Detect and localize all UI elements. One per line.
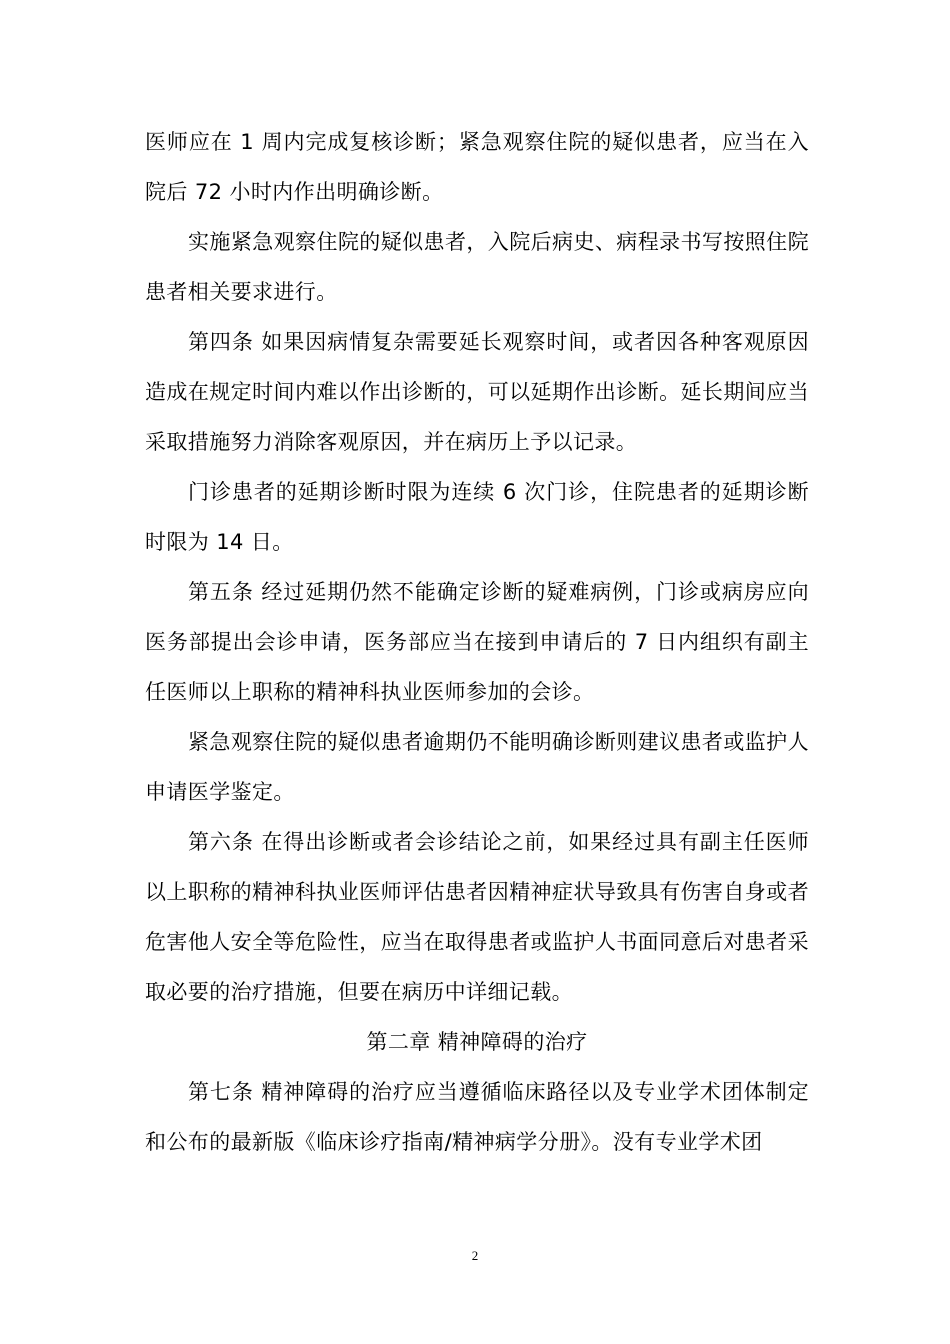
paragraph-medical-appraisal: 紧急观察住院的疑似患者逾期仍不能明确诊断则建议患者或监护人申请医学鉴定。 (145, 730, 809, 804)
article-5: 第五条 经过延期仍然不能确定诊断的疑难病例，门诊或病房应向医务部提出会诊申请，医务部应当在接到申请后的 7 日内组织有副主任医师以上职称的精神科执业医师参加的会诊。 (145, 580, 809, 704)
page-number: 2 (471, 1248, 479, 1263)
article-4: 第四条 如果因病情复杂需要延长观察时间，或者因各种客观原因造成在规定时间内难以作出诊断的，可以延期作出诊断。延长期间应当采取措施努力消除客观原因，并在病历上予以记录。 (145, 330, 809, 454)
paragraph-delayed-diagnosis-limit: 门诊患者的延期诊断时限为连续 6 次门诊，住院患者的延期诊断时限为 14 日。 (145, 480, 809, 554)
chapter-heading: 第二章 精神障碍的治疗 (366, 1030, 588, 1054)
document-body (145, 117, 809, 1167)
article-7: 第七条 精神障碍的治疗应当遵循临床路径以及专业学术团体制定和公布的最新版《临床诊疗指南/精神病学分册》。没有专业学术团 (145, 1080, 809, 1154)
paragraph-medical-record: 实施紧急观察住院的疑似患者，入院后病史、病程录书写按照住院患者相关要求进行。 (145, 230, 809, 304)
paragraph-continuation: 医师应在 1 周内完成复核诊断；紧急观察住院的疑似患者，应当在入院后 72 小时内作出明确诊断。 (145, 130, 809, 204)
article-6: 第六条 在得出诊断或者会诊结论之前，如果经过具有副主任医师以上职称的精神科执业医师评估患者因精神症状导致具有伤害自身或者危害他人安全等危险性，应当在取得患者或监护人书面同意后对患者采取必要的治疗措施，但要在病历中详细记载。 (145, 830, 809, 1004)
